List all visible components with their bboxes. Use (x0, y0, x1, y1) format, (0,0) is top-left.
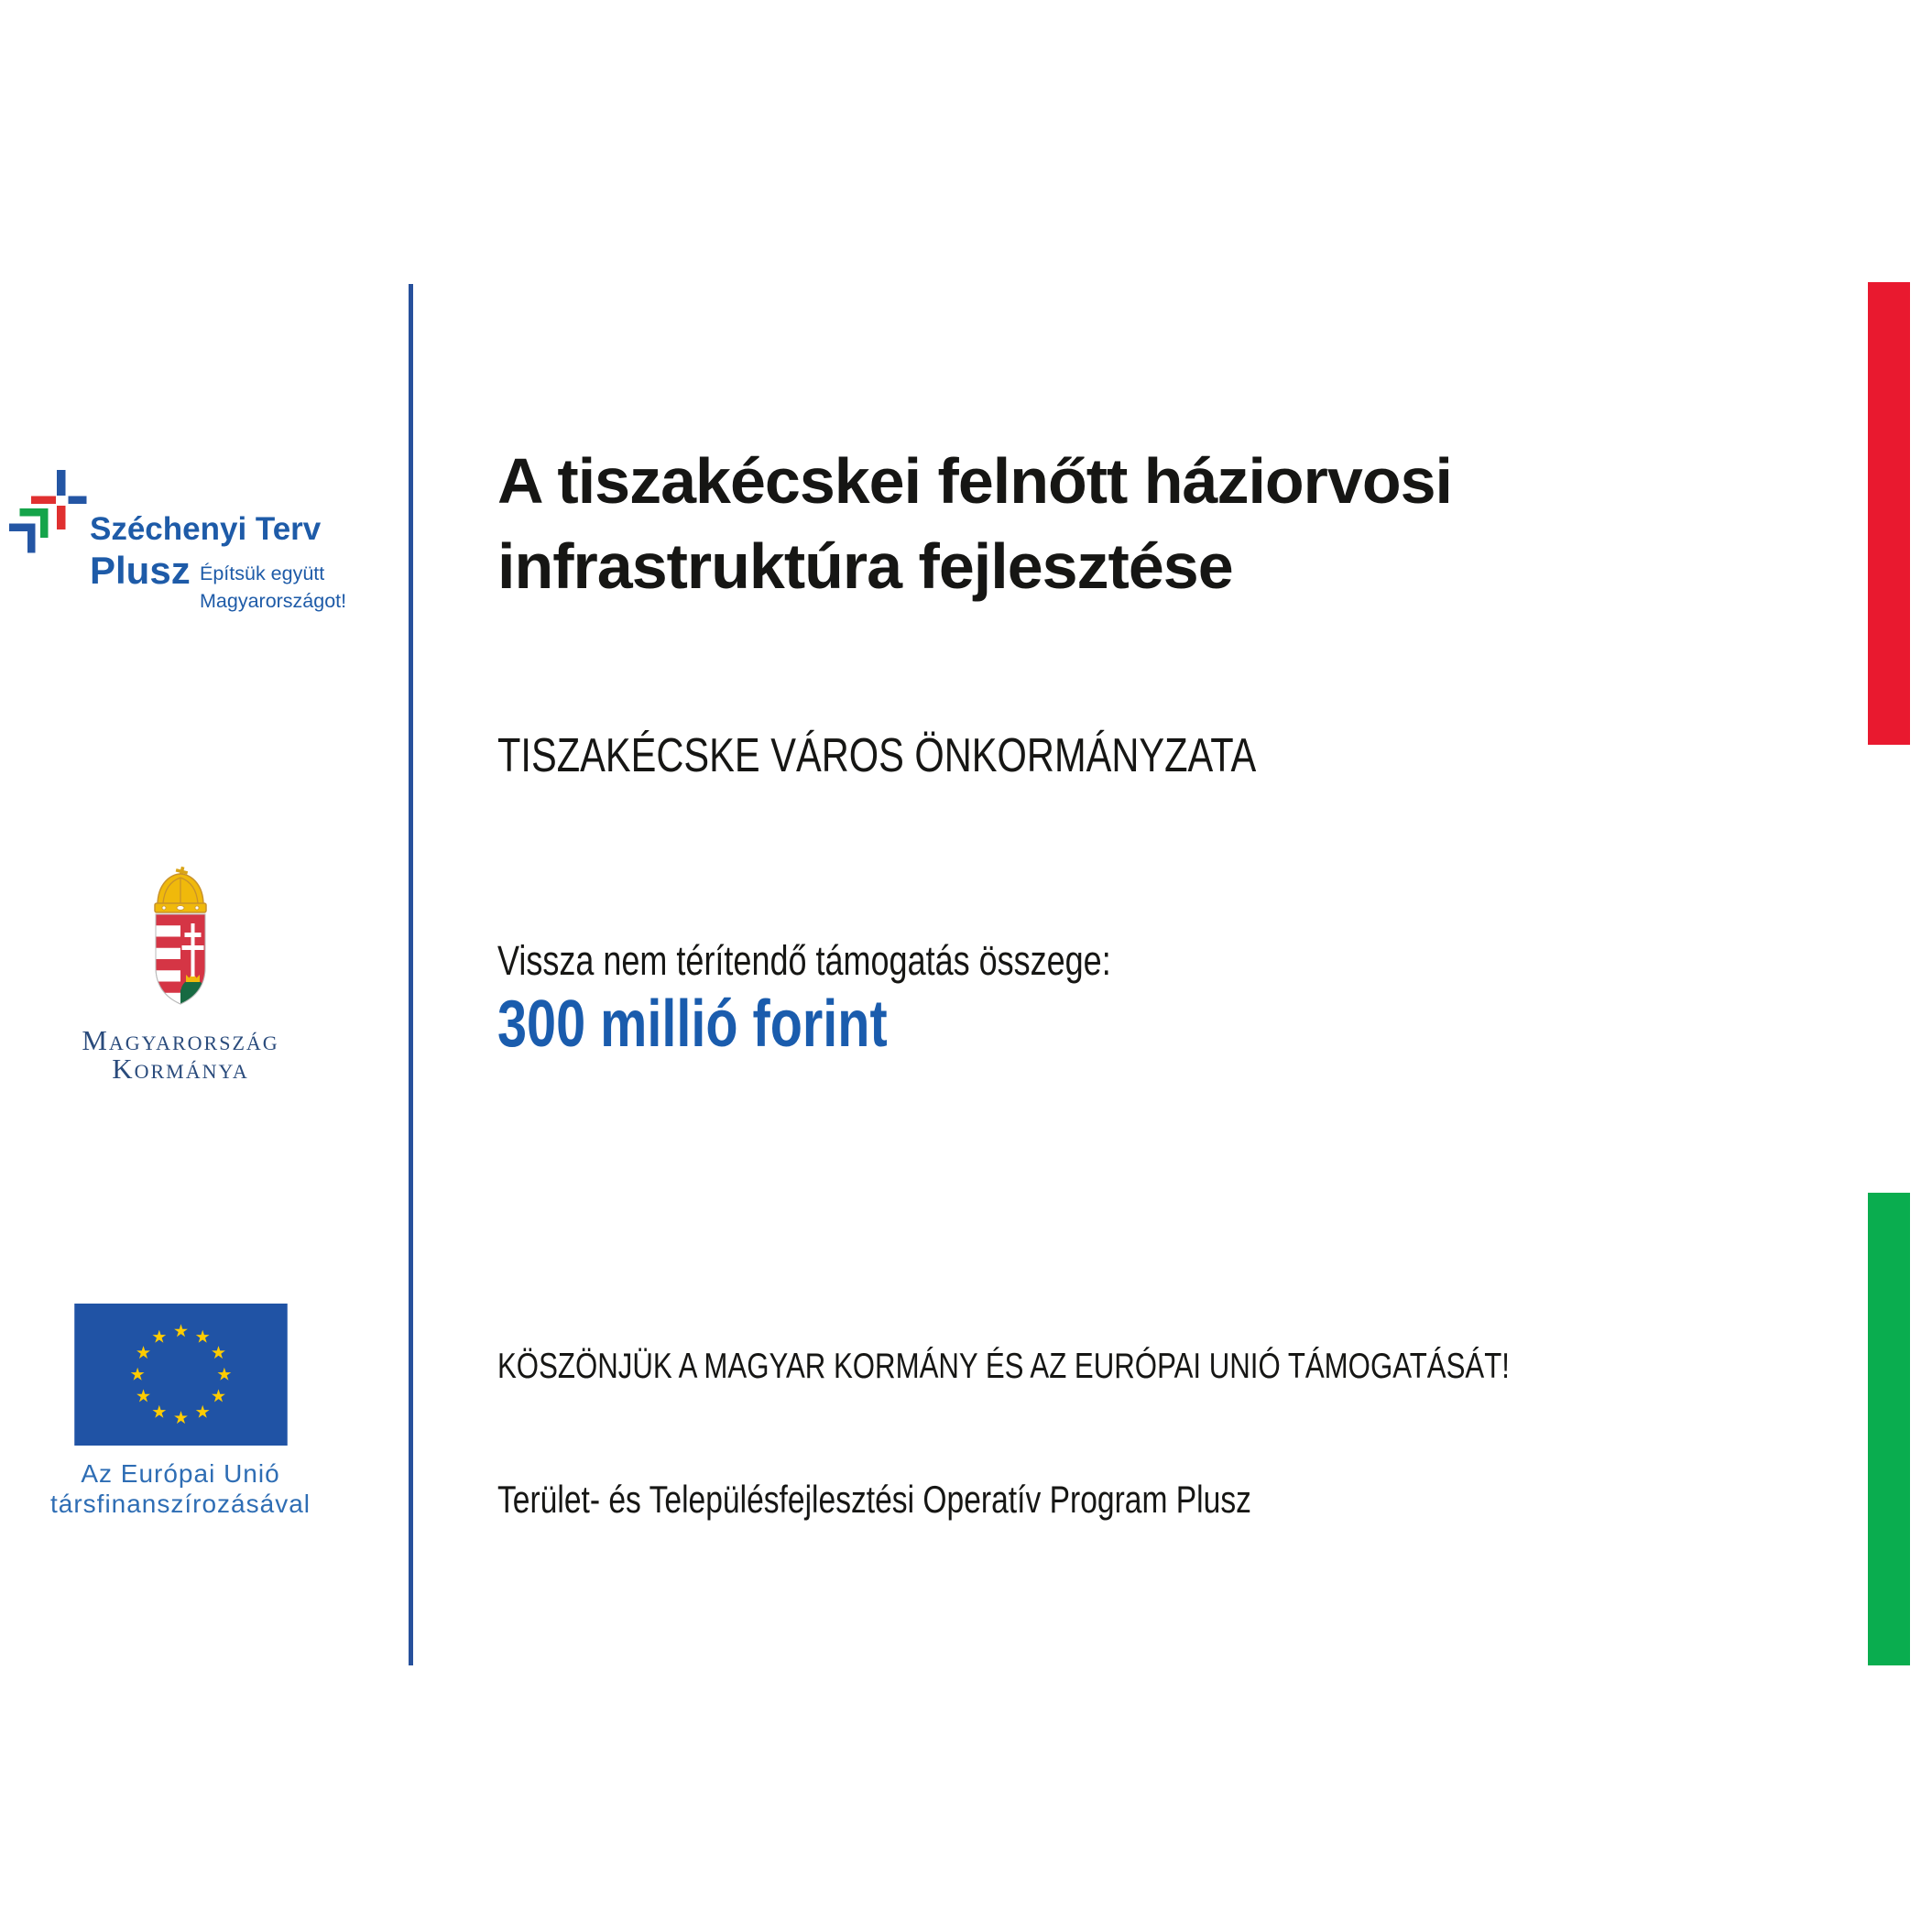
szechenyi-terv-plusz-logo (9, 461, 361, 617)
government-wordmark (0, 1026, 361, 1083)
program-name: Terület- és Településfejlesztési Operatív Program Plusz (497, 1478, 1251, 1521)
acknowledgement-text: KÖSZÖNJÜK A MAGYAR KORMÁNY ÉS AZ EURÓPAI UNIÓ TÁMOGATÁSÁT! (497, 1347, 1510, 1386)
szechenyi-logo-mark-icon (9, 463, 96, 554)
logo-column (0, 0, 361, 1932)
eu-cofinancing-text (0, 1458, 361, 1519)
grant-amount-label: Vissza nem térítendő támogatás összege: (497, 937, 1111, 984)
vertical-divider (409, 284, 413, 1665)
szechenyi-logo-tagline (200, 560, 346, 615)
grant-amount-value: 300 millió forint (497, 988, 888, 1061)
beneficiary-name: TISZAKÉCSKE VÁROS ÖNKORMÁNYZATA (497, 729, 1257, 782)
flag-bar-green (1868, 1193, 1910, 1665)
szechenyi-logo-plusz: Plusz (90, 549, 191, 592)
szechenyi-tagline-line1: Építsük együtt (200, 562, 325, 584)
szechenyi-tagline-line2: Magyarországot! (200, 590, 347, 612)
flag-bar-red (1868, 282, 1910, 745)
eu-cofinancing-line2: társfinanszírozásával (49, 1490, 311, 1518)
hungary-coat-of-arms-icon (139, 865, 222, 1021)
szechenyi-logo-name: Széchenyi Terv (90, 511, 322, 547)
government-wordmark-line1: Magyarország (82, 1024, 279, 1056)
project-title: A tiszakécskei felnőtt háziorvosi infrastruktúra fejlesztése (497, 445, 1452, 602)
government-wordmark-line2: Kormánya (112, 1053, 249, 1085)
eu-cofinancing-line1: Az Európai Unió (81, 1459, 280, 1488)
eu-flag-icon (73, 1304, 289, 1446)
